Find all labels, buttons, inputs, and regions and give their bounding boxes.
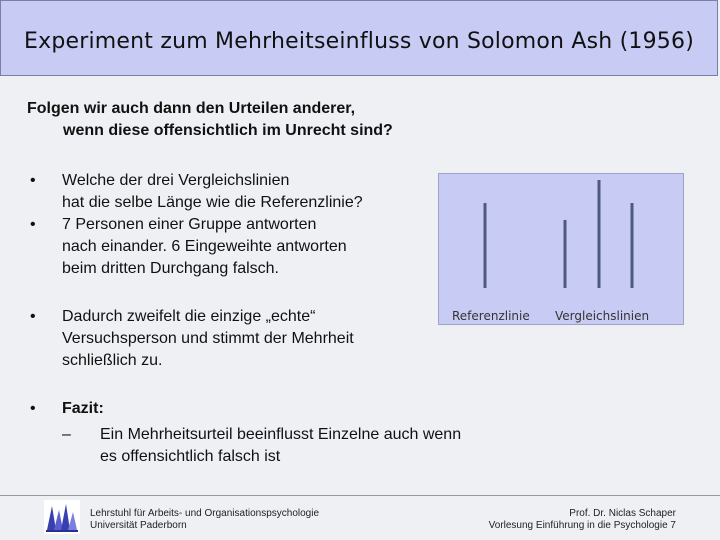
bullet-text-2 (62, 214, 347, 280)
dash-marker: – (62, 426, 71, 443)
line-comparison-diagram (439, 174, 685, 326)
bullet-text-1 (62, 170, 363, 214)
bullet-3-line-3: schließlich zu. (62, 352, 163, 369)
conclusion-text (100, 424, 461, 468)
university-logo-icon (44, 500, 80, 539)
footer-professor: Prof. Dr. Niclas Schaper (569, 508, 676, 519)
bullet-3-line-1: Dadurch zweifelt die einzige „echte“ (62, 308, 316, 325)
footer-divider (0, 495, 720, 496)
slide-title: Experiment zum Mehrheitseinfluss von Solomon Ash (1956) (24, 29, 694, 54)
bullet-2-line-3: beim dritten Durchgang falsch. (62, 260, 279, 277)
question-line-2: wenn diese offensichtlich im Unrecht sind? (63, 122, 393, 139)
bullet-marker: • (30, 400, 36, 417)
bullet-marker: • (30, 172, 36, 189)
footer-lecture: Vorlesung Einführung in die Psychologie 7 (488, 520, 676, 531)
bullet-text-3 (62, 306, 354, 372)
conclusion-line-1: Ein Mehrheitsurteil beeinflusst Einzelne auch wenn (100, 426, 462, 443)
question-heading (27, 98, 393, 142)
comparison-label: Vergleichslinien (555, 309, 650, 323)
reference-label: Referenzlinie (452, 309, 530, 323)
bullet-2-line-2: nach einander. 6 Eingeweihte antworten (62, 238, 347, 255)
conclusion-heading: Fazit: (62, 400, 104, 417)
footer-chair: Lehrstuhl für Arbeits- und Organisationspsychologie (90, 508, 320, 519)
slide-header (0, 0, 718, 76)
bullet-3-line-2: Versuchsperson und stimmt der Mehrheit (62, 330, 354, 347)
footer-lecture-info (489, 508, 676, 532)
footer-university: Universität Paderborn (90, 520, 187, 531)
line-comparison-figure (438, 173, 684, 325)
bullet-1-line-2: hat die selbe Länge wie die Referenzlinie? (62, 194, 363, 211)
bullet-marker: • (30, 216, 36, 233)
conclusion-line-2: es offensichtlich falsch ist (100, 448, 281, 465)
bullet-marker: • (30, 308, 36, 325)
bullet-2-line-1: 7 Personen einer Gruppe antworten (62, 216, 317, 233)
question-line-1: Folgen wir auch dann den Urteilen anderer, (27, 100, 356, 117)
bullet-1-line-1: Welche der drei Vergleichslinien (62, 172, 290, 189)
footer-institution (90, 508, 319, 532)
